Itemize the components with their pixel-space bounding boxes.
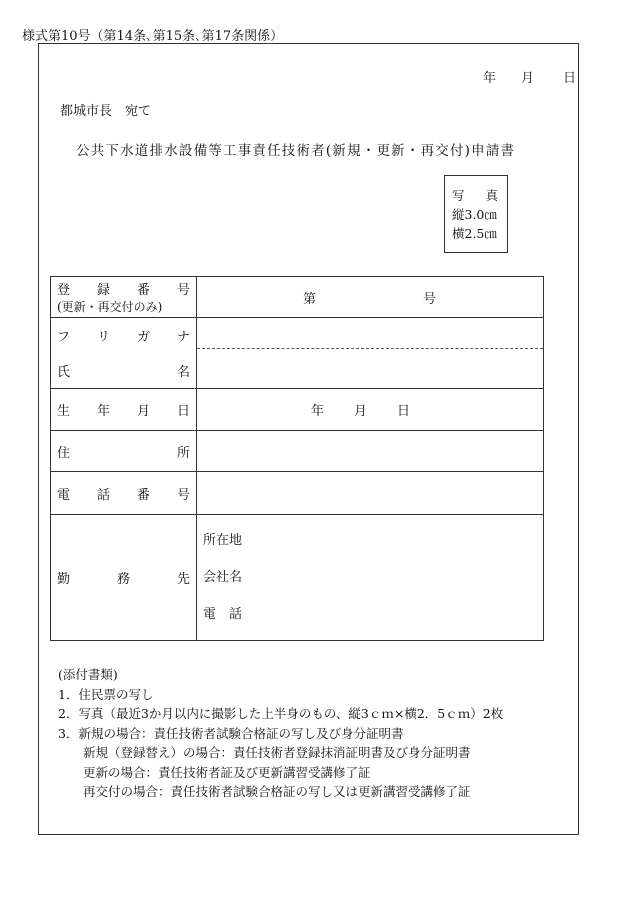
addressee: 都城市長 宛て [60,104,152,119]
attachment-item: 2．写真（最近3か月以内に撮影した上半身のもの、縦3ｃｍ×横2．5ｃｍ）2枚 [58,706,504,721]
label-name: フ リ ガ ナ 氏 名 [51,318,197,389]
photo-box [444,175,508,253]
work-location-label: 所在地 [203,533,243,548]
work-company-label: 会社名 [203,570,243,585]
row-name [51,318,544,389]
row-phone [51,472,544,515]
label-registration-number: 登 録 番 号 (更新・再交付のみ) [51,277,197,318]
label-phone: 電 話 番 号 [51,472,197,515]
application-table [50,276,544,641]
form-title: 公共下水道排水設備等工事責任技術者(新規・更新・再交付)申請書 [76,143,516,159]
row-registration-number [51,277,544,318]
photo-width: 横2.5㎝ [452,226,497,241]
photo-label-2: 真 [485,188,498,203]
field-birthdate[interactable]: 年 月 日 [197,389,544,431]
registration-note: (更新・再交付のみ) [57,300,163,314]
attachments-heading: (添付書類) [58,667,118,682]
field-registration-number[interactable] [197,277,544,318]
row-workplace [51,515,544,641]
photo-label-1: 写 [452,188,465,203]
furigana-divider [197,348,543,349]
row-address [51,431,544,472]
label-workplace: 勤 務 先 [51,515,197,641]
reg-suffix: 号 [422,291,436,307]
attachments [58,665,503,802]
reg-prefix: 第 [303,291,317,307]
field-workplace[interactable] [197,515,544,641]
date-day: 日 [563,71,577,86]
field-phone[interactable] [197,472,544,515]
label-birthdate: 生 年 月 日 [51,389,197,431]
attachment-item: 新規（登録替え）の場合：責任技術者登録抹消証明書及び身分証明書 [58,745,471,760]
attachment-item: 再交付の場合：責任技術者試験合格証の写し又は更新講習受講修了証 [58,784,471,799]
field-address[interactable] [197,431,544,472]
attachment-item: 更新の場合：責任技術者証及び更新講習受講修了証 [58,764,371,780]
form-code: 様式第10号（第14条､第15条､第17条関係） [22,29,284,44]
row-birthdate [51,389,544,431]
attachment-item: 3．新規の場合：責任技術者試験合格証の写し及び身分証明書 [58,725,404,741]
photo-height: 縦3.0㎝ [452,207,497,222]
date-year: 年 [483,71,497,86]
work-phone-label: 電 話 [203,607,243,622]
label-address: 住 所 [51,431,197,472]
date-month: 月 [521,71,535,86]
attachment-item: 1．住民票の写し [58,686,154,702]
field-name[interactable] [197,318,544,389]
